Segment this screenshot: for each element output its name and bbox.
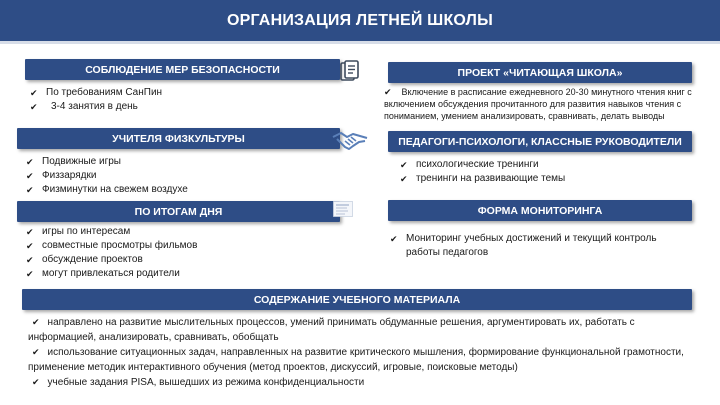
- handshake-icon: [330, 128, 370, 154]
- reading-heading-text: ПРОЕКТ «ЧИТАЮЩАЯ ШКОЛА»: [457, 66, 623, 79]
- list-item: ✔ Подвижные игры: [26, 156, 121, 167]
- content-list: [28, 315, 698, 391]
- list-item-text: использование ситуационных задач, направленных на развитие критического мышления, формирование функциональной грамотности, применение методик интерактивного обучения (метод проектов, дискуссий, игровые, поисковые методы): [28, 347, 684, 373]
- list-item: ✔ учебные задания PISA, вышедших из режима конфиденциальности: [32, 377, 365, 388]
- list-item: ✔ 3-4 занятия в день: [30, 101, 138, 112]
- list-item: ✔ использование ситуационных задач, направленных на развитие критического мышления, формирование функциональной грамотности, применение методик интерактивного обучения (метод проектов, дискуссий, игровые, поисковые методы): [28, 347, 684, 373]
- list-item: ✔ Мониторинг учебных достижений и текущий контроль работы педагогов: [390, 232, 690, 260]
- reading-text: [384, 86, 694, 122]
- list-item-text: 3-4 занятия в день: [51, 101, 138, 112]
- list-item: ✔ Физминутки на свежем воздухе: [26, 184, 188, 195]
- pe-heading-text: УЧИТЕЛЯ ФИЗКУЛЬТУРЫ: [112, 132, 245, 145]
- list-item-text: совместные просмотры фильмов: [42, 240, 198, 251]
- list-item: ✔ совместные просмотры фильмов: [26, 240, 198, 251]
- list-item: ✔ могут привлекаться родители: [26, 268, 180, 279]
- psych-heading: [388, 131, 692, 152]
- monitoring-heading: [388, 200, 692, 221]
- content-heading-text: СОДЕРЖАНИЕ УЧЕБНОГО МАТЕРИАЛА: [253, 293, 461, 306]
- safety-heading-text: СОБЛЮДЕНИЕ МЕР БЕЗОПАСНОСТИ: [85, 63, 280, 76]
- list-item: ✔ обсуждение проектов: [26, 254, 143, 265]
- list-item-text: Физзарядки: [42, 170, 97, 181]
- pe-heading: [17, 128, 340, 149]
- list-item: ✔ По требованиям СанПин: [30, 87, 163, 98]
- list-item-text: тренинги на развивающие темы: [416, 173, 566, 184]
- document-icon: [337, 58, 363, 84]
- list-item-text: Физминутки на свежем воздухе: [42, 184, 188, 195]
- safety-heading: [25, 59, 340, 80]
- list-item-text: могут привлекаться родители: [42, 268, 180, 279]
- report-thumbnail-icon: [332, 200, 354, 218]
- list-item-text: Мониторинг учебных достижений и текущий контроль работы педагогов: [406, 233, 657, 258]
- list-item: ✔ направлено на развитие мыслительных процессов, умений принимать обдуманные решения, аргументировать их, работать с информацией, анализировать, сравнивать, обобщать: [28, 317, 635, 343]
- list-item-text: психологические тренинги: [416, 159, 539, 170]
- list-item-text: обсуждение проектов: [42, 254, 143, 265]
- list-item-text: учебные задания PISA, вышедших из режима конфиденциальности: [47, 377, 365, 388]
- list-item: ✔ психологические тренинги: [400, 159, 539, 170]
- page-title: ОРГАНИЗАЦИЯ ЛЕТНЕЙ ШКОЛЫ: [227, 11, 493, 29]
- results-heading: [17, 201, 340, 222]
- list-item: ✔ Физзарядки: [26, 170, 97, 181]
- psych-heading-text: ПЕДАГОГИ-ПСИХОЛОГИ, КЛАССНЫЕ РУКОВОДИТЕЛИ: [398, 135, 682, 148]
- results-list: [26, 225, 326, 281]
- list-item-text: Подвижные игры: [42, 156, 121, 167]
- monitoring-heading-text: ФОРМА МОНИТОРИНГА: [477, 204, 603, 217]
- list-item-text: игры по интересам: [42, 226, 131, 237]
- safety-list: [30, 86, 330, 114]
- list-item-text: По требованиям СанПин: [46, 87, 163, 98]
- reading-heading: [388, 62, 692, 83]
- pe-list: [26, 155, 326, 197]
- reading-text-content: Включение в расписание ежедневного 20-30 минутного чтения книг с включением обсуждения прочитанного для развития навыков чтения с пониманием, умением анализировать, сравнивать, делать выводы: [384, 87, 692, 121]
- page-header: [0, 0, 720, 44]
- results-heading-text: ПО ИТОГАМ ДНЯ: [134, 205, 223, 218]
- list-item-text: направлено на развитие мыслительных процессов, умений принимать обдуманные решения, аргументировать их, работать с информацией, анализировать, сравнивать, обобщать: [28, 317, 635, 343]
- check-icon: ✔: [384, 87, 392, 97]
- monitoring-list: [390, 232, 690, 260]
- list-item: ✔ тренинги на развивающие темы: [400, 173, 566, 184]
- list-item: ✔ игры по интересам: [26, 226, 131, 237]
- content-heading: [22, 289, 692, 310]
- psych-list: [400, 158, 690, 186]
